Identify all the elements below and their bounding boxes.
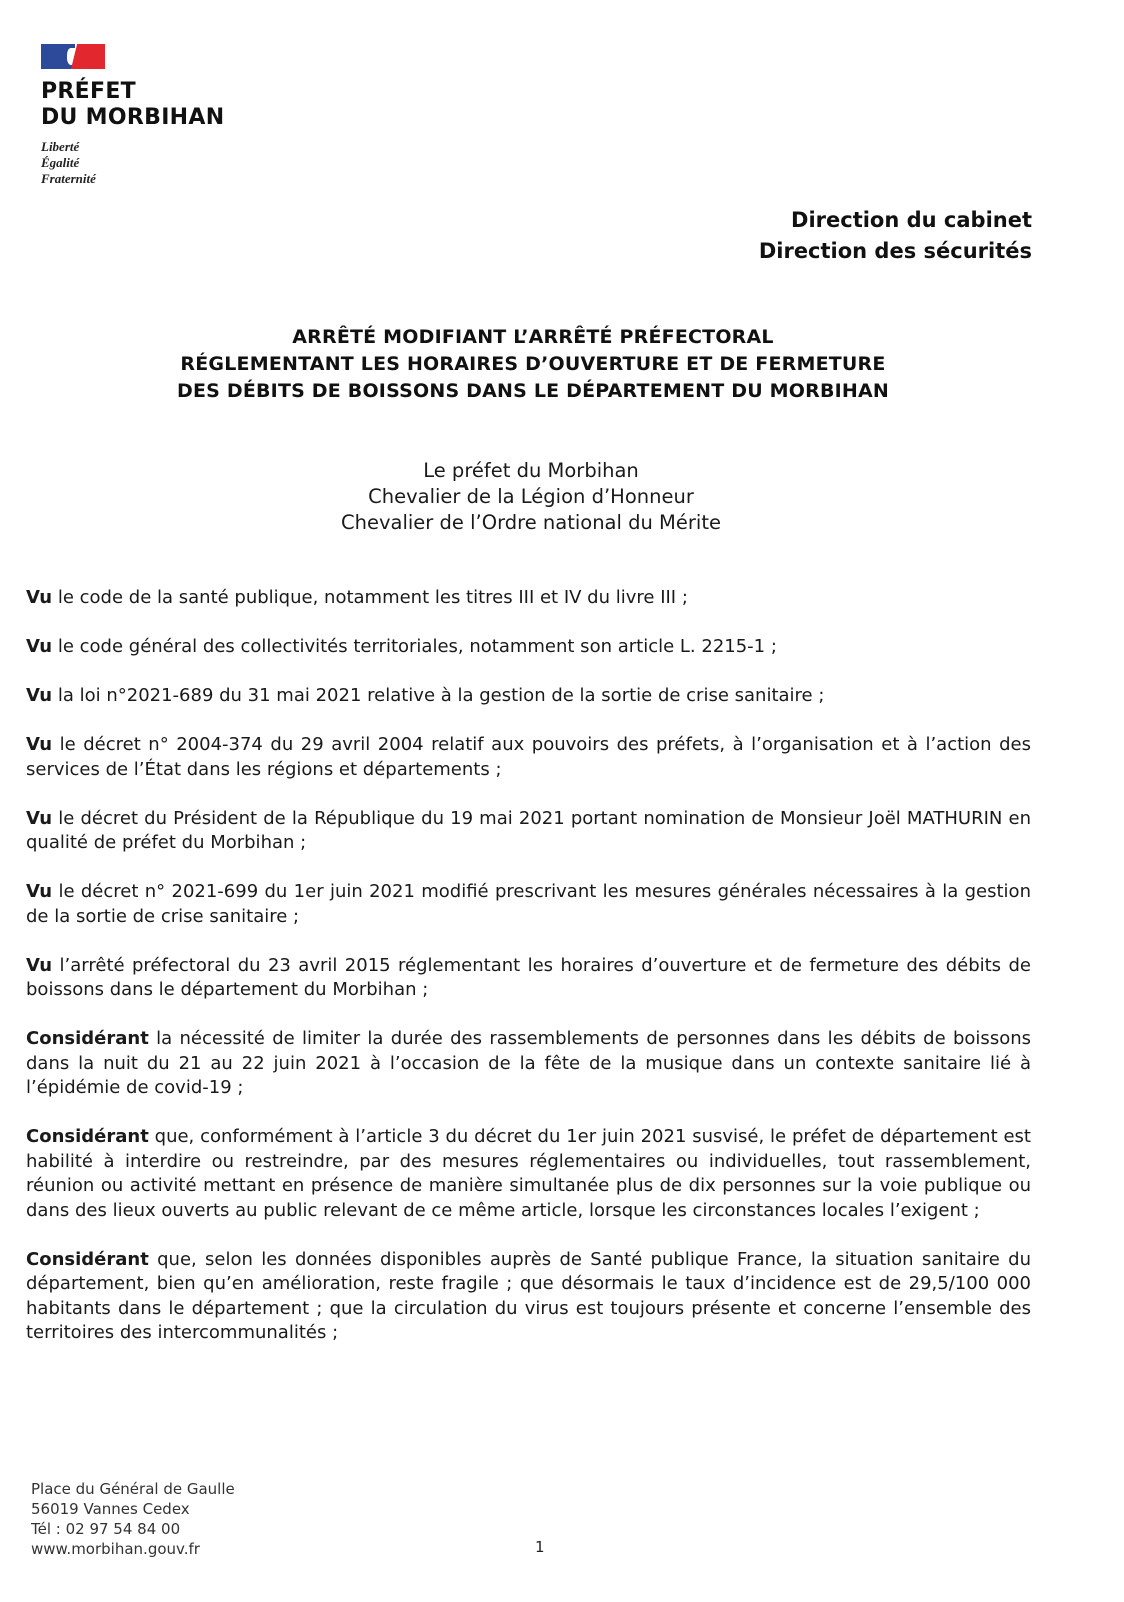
considerant-paragraph — [26, 1027, 1031, 1101]
paragraph-lead: Considérant — [26, 1126, 149, 1147]
paragraph-lead: Vu — [26, 881, 53, 902]
author-line1: Le préfet du Morbihan — [423, 459, 639, 482]
republic-motto — [41, 139, 261, 187]
visa-paragraph — [26, 807, 1031, 856]
author-line2: Chevalier de la Légion d’Honneur — [368, 485, 694, 508]
visa-paragraph — [26, 954, 1031, 1003]
paragraph-text: la nécessité de limiter la durée des rassemblements de personnes dans les débits de boissons dans la nuit du 21 au 22 juin 2021 à l’occasion de la fête de la musique dans un contexte sanitaire lié à l’épidémie de covid-19 ; — [26, 1028, 1031, 1098]
paragraph-text: que, selon les données disponibles auprès de Santé publique France, la situation sanitaire du département, bien qu’en amélioration, reste fragile ; que désormais le taux d’incidence est de 29,5/100 000 habitants dans le département ; que la circulation du virus est toujours présente et concerne l’ensemble des territoires des intercommunalités ; — [26, 1248, 1031, 1343]
visa-paragraph — [26, 586, 1031, 611]
direction-line2: Direction des sécurités — [758, 239, 1032, 263]
page-number: 1 — [535, 1538, 545, 1556]
issuing-direction — [759, 205, 1032, 267]
considerant-paragraph — [26, 1248, 1031, 1346]
decree-author — [0, 458, 1062, 536]
author-line3: Chevalier de l’Ordre national du Mérite — [341, 511, 721, 534]
prefecture-address — [31, 1479, 235, 1559]
paragraph-text: la loi n°2021-689 du 31 mai 2021 relative à la gestion de la sortie de crise sanitaire ; — [57, 685, 825, 706]
paragraph-text: le code général des collectivités territoriales, notamment son article L. 2215-1 ; — [57, 636, 777, 657]
address-line2: 56019 Vannes Cedex — [31, 1500, 190, 1518]
decree-title-line2: RÉGLEMENTANT LES HORAIRES D’OUVERTURE ET DE FERMETURE — [180, 353, 886, 375]
visa-paragraph — [26, 635, 1031, 660]
prefecture-name-line2: DU MORBIHAN — [41, 105, 225, 130]
visa-paragraph — [26, 880, 1031, 929]
considerant-paragraph — [26, 1125, 1031, 1223]
motto-fraternite: Fraternité — [41, 171, 96, 186]
paragraph-text: le décret n° 2004-374 du 29 avril 2004 relatif aux pouvoirs des préfets, à l’organisation et à l’action des services de l’État dans les régions et départements ; — [26, 734, 1031, 780]
motto-egalite: Égalité — [41, 155, 80, 170]
paragraph-lead: Vu — [26, 954, 53, 976]
paragraph-lead: Considérant — [26, 1248, 149, 1270]
marianne-flag-icon — [41, 44, 109, 69]
prefecture-name — [41, 79, 261, 131]
paragraph-lead: Considérant — [26, 1028, 149, 1049]
paragraph-text: que, conformément à l’article 3 du décret du 1er juin 2021 susvisé, le préfet de département est habilité à interdire ou restreindre, par des mesures réglementaires ou individuelles, tout rassemblement, réunion ou activité mettant en présence de manière simultanée plus de dix personnes sur la voie publique ou dans des lieux ouverts au public relevant de ce même article, lorsque les circonstances locales l’exigent ; — [26, 1126, 1031, 1221]
paragraph-text: le décret du Président de la République du 19 mai 2021 portant nomination de Monsieur Joël MATHURIN en qualité de préfet du Morbihan ; — [26, 807, 1031, 853]
address-website-link[interactable]: www.morbihan.gouv.fr — [31, 1540, 200, 1558]
decree-title-line1: ARRÊTÉ MODIFIANT L’ARRÊTÉ PRÉFECTORAL — [292, 326, 774, 348]
decree-title-line3: DES DÉBITS DE BOISSONS DANS LE DÉPARTEMENT DU MORBIHAN — [177, 380, 889, 402]
paragraph-lead: Vu — [26, 636, 53, 657]
visa-paragraph — [26, 733, 1031, 782]
motto-liberte: Liberté — [41, 139, 80, 154]
decree-body — [26, 586, 1031, 1346]
paragraph-lead: Vu — [26, 734, 53, 755]
paragraph-lead: Vu — [26, 807, 53, 829]
paragraph-text: le décret n° 2021-699 du 1er juin 2021 modifié prescrivant les mesures générales nécessaires à la gestion de la sortie de crise sanitaire ; — [26, 881, 1031, 927]
prefecture-logo-block — [41, 44, 261, 187]
address-line1: Place du Général de Gaulle — [31, 1480, 235, 1498]
direction-line1: Direction du cabinet — [791, 208, 1032, 232]
decree-title — [0, 324, 1066, 405]
paragraph-lead: Vu — [26, 587, 53, 608]
paragraph-text: l’arrêté préfectoral du 23 avril 2015 réglementant les horaires d’ouverture et de fermeture des débits de boissons dans le département du Morbihan ; — [26, 954, 1031, 1000]
visa-paragraph — [26, 684, 1031, 709]
prefecture-name-line1: PRÉFET — [41, 79, 136, 104]
paragraph-lead: Vu — [26, 685, 53, 706]
address-phone: Tél : 02 97 54 84 00 — [31, 1520, 181, 1538]
paragraph-text: le code de la santé publique, notamment les titres III et IV du livre III ; — [57, 587, 688, 608]
